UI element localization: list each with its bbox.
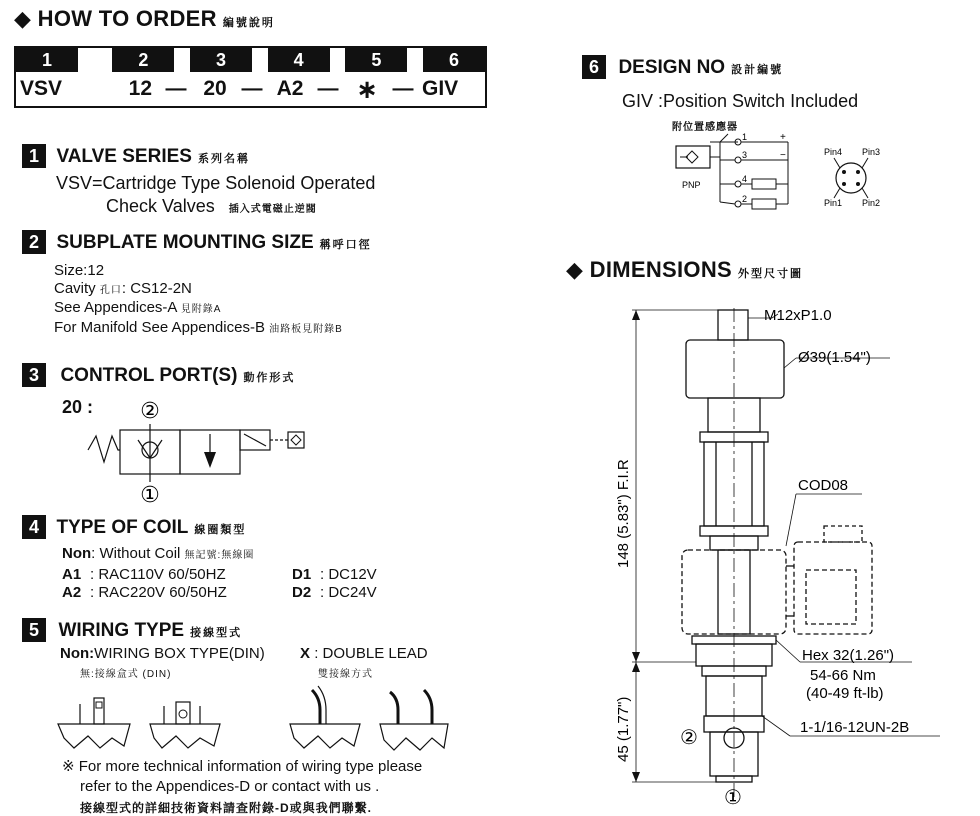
svg-text:Pin3: Pin3	[862, 147, 881, 157]
section-title: VALVE SERIES 系列名稱	[56, 146, 250, 167]
svg-text:Pin4: Pin4	[824, 147, 843, 157]
code-coil: A2	[276, 77, 304, 100]
port-2-label: ②	[680, 727, 698, 749]
code-size: 12	[128, 77, 152, 100]
appendix-a-line: See Appendices-A 見附錄A	[54, 299, 222, 316]
coil-a1-line: A1 : RAC110V 60/50HZ	[62, 566, 226, 583]
section-title: DESIGN NO 設計編號	[618, 57, 784, 78]
section-number: 3	[22, 363, 46, 387]
wiring-diagrams	[50, 676, 450, 756]
port-1-label: ①	[140, 482, 160, 506]
order-num-6: 6	[448, 50, 459, 70]
section-design-no	[582, 55, 783, 79]
section-title: WIRING TYPE 接線型式	[58, 620, 243, 641]
order-code-table	[14, 46, 487, 108]
dimension-drawing	[600, 296, 980, 816]
port-code: 20 :	[62, 397, 94, 417]
coil-non-line: Non: Without Coil 無記號:無線圈	[62, 545, 255, 562]
appendix-b-line: For Manifold See Appendices-B 油路板見附錄B	[54, 319, 343, 336]
bottom-length-label: 45 (1.77")	[615, 696, 632, 762]
torque-nm-label: 54-66 Nm	[810, 667, 876, 684]
svg-text:−: −	[780, 150, 786, 161]
section-title: TYPE OF COIL 線圈類型	[56, 517, 247, 538]
svg-text:PNP: PNP	[682, 180, 701, 190]
dimensions-heading: ◆ DIMENSIONS 外型尺寸圖	[566, 257, 804, 282]
unf-thread-label: 1-1/16-12UN-2B	[800, 719, 910, 736]
section-title: SUBPLATE MOUNTING SIZE 稱呼口徑	[56, 232, 372, 253]
section-mounting-size	[22, 230, 372, 254]
port-1-label: ①	[724, 787, 742, 809]
code-design: GIV	[422, 77, 459, 100]
port-2-label: ②	[140, 398, 160, 423]
din-box-icon	[58, 698, 130, 748]
valve-series-desc2: Check Valves 插入式電磁止逆閥	[106, 196, 317, 216]
din-box-lamp-icon	[150, 702, 220, 748]
wiring-x-line: X : DOUBLE LEAD	[300, 645, 428, 662]
code-port: 20	[203, 77, 227, 100]
section-number: 2	[22, 230, 46, 254]
section-coil-type	[22, 515, 246, 539]
code-series: VSV	[20, 77, 63, 100]
code-wiring: ∗	[356, 73, 378, 104]
valve-symbol	[84, 394, 324, 506]
section-title: CONTROL PORT(S) 動作形式	[60, 365, 296, 386]
order-code-row: VSV 12 — 20 — A2 — ∗ — GIV	[16, 72, 485, 106]
wiring-non-cn: 無:接線盒式 (DIN)	[80, 669, 172, 680]
svg-text:+: +	[780, 132, 786, 143]
order-num-2: 2	[138, 50, 149, 70]
section-wiring-type	[22, 618, 242, 642]
m12-connector-icon	[834, 158, 868, 198]
giv-desc-cn: 附位置感應器	[672, 122, 738, 133]
section-number: 4	[22, 515, 46, 539]
svg-text:Pin2: Pin2	[862, 198, 881, 208]
total-length-label: 148 (5.83") F.I.R	[615, 459, 632, 568]
svg-text:1: 1	[742, 132, 748, 142]
how-to-order-heading: ◆ HOW TO ORDER 編號說明	[14, 6, 275, 31]
diamond-icon: ◆	[566, 257, 584, 282]
coil-d1-line: D1 : DC12V	[292, 566, 377, 583]
svg-text:3: 3	[742, 150, 748, 160]
wiring-non-line: Non:WIRING BOX TYPE(DIN)	[60, 645, 265, 662]
order-num-5: 5	[371, 50, 382, 70]
diamond-icon: ◆	[14, 6, 32, 31]
giv-desc: GIV :Position Switch Included	[622, 91, 859, 111]
section-number: 1	[22, 144, 46, 168]
section-valve-series	[22, 144, 250, 168]
order-num-1: 1	[42, 50, 53, 70]
order-num-3: 3	[216, 50, 227, 70]
torque-ftlb-label: (40-49 ft-lb)	[806, 685, 884, 702]
svg-text:4: 4	[742, 174, 748, 184]
order-num-4: 4	[293, 50, 304, 70]
thread-label: M12xP1.0	[764, 307, 832, 324]
wiring-x-cn: 雙接線方式	[318, 669, 373, 680]
section-number: 6	[582, 55, 606, 79]
order-number-row	[16, 48, 485, 72]
wiring-note-2: refer to the Appendices-D or contact with us .	[80, 778, 380, 795]
coil-d2-line: D2 : DC24V	[292, 584, 377, 601]
svg-text:Pin1: Pin1	[824, 198, 843, 208]
spring-icon	[88, 436, 120, 462]
wiring-note-3: 接線型式的詳細技術資料請查附錄-D或與我們聯繫.	[80, 801, 372, 815]
wiring-note-1: ※ For more technical information of wiring type please	[62, 758, 423, 775]
cavity-line: Cavity 孔口: CS12-2N	[54, 280, 192, 297]
section-control-port	[22, 363, 295, 387]
valve-series-desc: VSV=Cartridge Type Solenoid Operated	[56, 173, 376, 193]
size-value: Size:12	[54, 262, 105, 279]
hex-label: Hex 32(1.26")	[802, 647, 895, 664]
flow-arrow-icon	[204, 452, 216, 468]
double-lead-icon	[290, 686, 360, 748]
section-number: 5	[22, 618, 46, 642]
double-lead-two-icon	[380, 690, 448, 750]
position-switch-schematic	[668, 132, 898, 218]
cod-label: COD08	[798, 477, 849, 494]
diameter-label: Ø39(1.54")	[798, 349, 871, 366]
coil-a2-line: A2 : RAC220V 60/50HZ	[62, 584, 227, 601]
svg-text:2: 2	[742, 194, 748, 204]
